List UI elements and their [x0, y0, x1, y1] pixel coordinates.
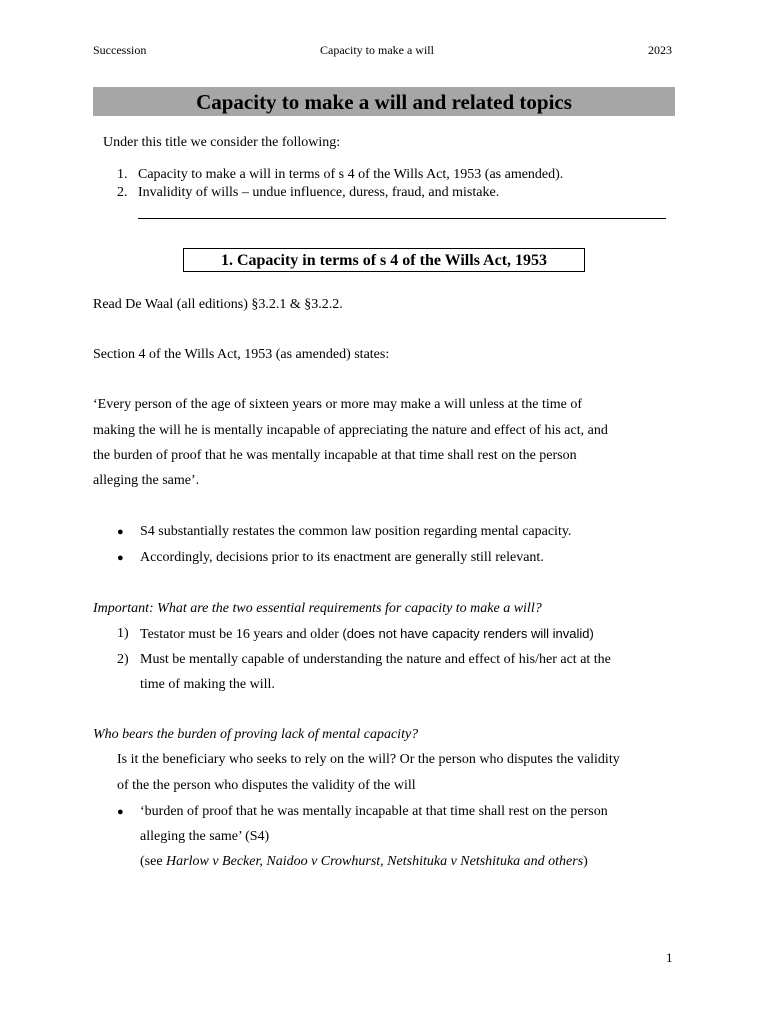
- toc-number: 1.: [117, 167, 128, 182]
- section-heading: 1. Capacity in terms of s 4 of the Wills Act, 1953: [183, 248, 585, 272]
- quote-line: ‘Every person of the age of sixteen years or more may make a will unless at the time of: [93, 397, 583, 412]
- case-names: Harlow v Becker, Naidoo v Crowhurst, Netshituka v Netshituka and others: [166, 854, 584, 869]
- list-item: S4 substantially restates the common law position regarding mental capacity.: [140, 524, 572, 539]
- see-close: ): [583, 854, 588, 869]
- answer-note: (does not have capacity renders will invalid): [342, 626, 594, 641]
- page-number: 1: [666, 950, 673, 965]
- answer-item: [140, 626, 594, 643]
- answer-number: 1): [117, 626, 129, 641]
- page-title: Capacity to make a will and related topics: [93, 87, 675, 116]
- bullet-icon: ●: [117, 806, 124, 818]
- answer-item-continued: time of making the will.: [140, 677, 275, 692]
- header-course: Succession: [93, 43, 147, 57]
- section4-intro: Section 4 of the Wills Act, 1953 (as amended) states:: [93, 347, 390, 362]
- question-burden: Who bears the burden of proving lack of mental capacity?: [93, 727, 419, 742]
- answer-text: Testator must be 16 years and older: [140, 627, 339, 642]
- divider-rule: [138, 218, 666, 219]
- intro-text: Under this title we consider the following:: [103, 135, 341, 150]
- quote-line: the burden of proof that he was mentally incapable at that time shall rest on the person: [93, 448, 577, 463]
- burden-text: Is it the beneficiary who seeks to rely on the will? Or the person who disputes the validity: [117, 752, 620, 767]
- answer-number: 2): [117, 652, 129, 667]
- quote-line: making the will he is mentally incapable of appreciating the nature and effect of his act, and: [93, 423, 608, 438]
- list-item: Accordingly, decisions prior to its enactment are generally still relevant.: [140, 550, 544, 565]
- burden-quote: ‘burden of proof that he was mentally incapable at that time shall rest on the person: [140, 804, 608, 819]
- see-open: (see: [140, 854, 167, 869]
- header-topic: Capacity to make a will: [320, 43, 434, 57]
- bullet-icon: ●: [117, 526, 124, 538]
- burden-quote: alleging the same’ (S4): [140, 829, 270, 844]
- bullet-icon: ●: [117, 552, 124, 564]
- burden-text: of the the person who disputes the validity of the will: [117, 778, 416, 793]
- toc-number: 2.: [117, 185, 128, 200]
- header-year: 2023: [648, 43, 672, 57]
- toc-item: Capacity to make a will in terms of s 4 of the Wills Act, 1953 (as amended).: [138, 167, 564, 182]
- quote-line: alleging the same’.: [93, 473, 200, 488]
- reading-reference: Read De Waal (all editions) §3.2.1 & §3.2.2.: [93, 297, 343, 312]
- toc-item: Invalidity of wills – undue influence, duress, fraud, and mistake.: [138, 185, 500, 200]
- case-references: [140, 854, 588, 870]
- question-requirements: Important: What are the two essential requirements for capacity to make a will?: [93, 601, 542, 616]
- answer-item: Must be mentally capable of understanding the nature and effect of his/her act at the: [140, 652, 611, 667]
